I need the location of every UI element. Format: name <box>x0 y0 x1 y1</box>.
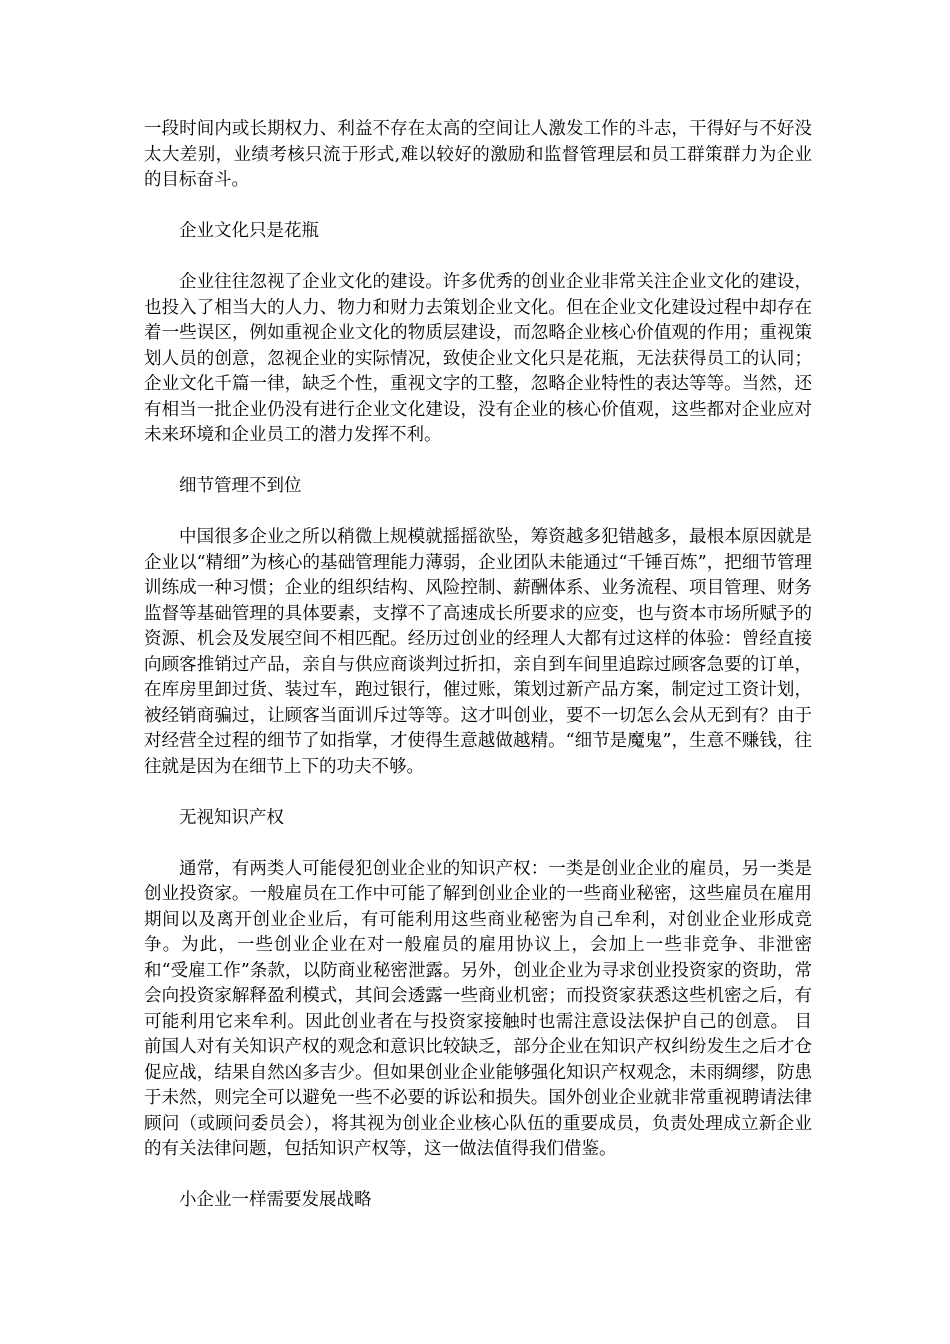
spacer <box>144 245 812 271</box>
section-heading-detail-management: 细节管理不到位 <box>179 476 302 496</box>
section-body-detail-management: 中国很多企业之所以稍微上规模就摇摇欲坠，筹资越多犯错越多，最根本原因就是企业以“精细”为核心的基础管理能力薄弱，企业团队未能通过“千锤百炼”，把细节管理训练成一种习惯；企业的组织结构、风险控制、薪酬体系、业务流程、项目管理、财务监督等基础管理的具体要素，支撑不了高速成长所要求的应变，也与资本市场所赋予的资源、机会及发展空间不相匹配。经历过创业的经理人大都有过这样的体验：曾经直接向顾客推销过产品，亲自与供应商谈判过折扣，亲自到车间里追踪过顾客急要的订单，在库房里卸过货、装过车，跑过银行，催过账，策划过新产品方案，制定过工资计划，被经销商骗过，让顾客当面训斥过等等。这才叫创业，要不一切怎么会从无到有？由于对经营全过程的细节了如指掌，才使得生意越做越精。“细节是魔鬼”，生意不赚钱，往往就是因为在细节上下的功夫不够。 <box>144 527 812 777</box>
section-heading-strategy: 小企业一样需要发展战略 <box>179 1190 372 1210</box>
document-page <box>144 117 812 1214</box>
section-heading-ip: 无视知识产权 <box>179 807 284 828</box>
spacer <box>144 831 812 857</box>
spacer <box>144 449 812 475</box>
section-body-culture: 企业往往忽视了企业文化的建设。许多优秀的创业企业非常关注企业文化的建设，也投入了相当大的人力、物力和财力去策划企业文化。但在企业文化建设过程中却存在着一些误区，例如重视企业文化的物质层建设，而忽略企业核心价值观的作用；重视策划人员的创意，忽视企业的实际情况，致使企业文化只是花瓶，无法获得员工的认同；企业文化千篇一律，缺乏个性，重视文字的工整，忽略企业特性的表达等等。当然，还有相当一批企业仍没有进行企业文化建设，没有企业的核心价值观，这些都对企业应对未来环境和企业员工的潜力发挥不利。 <box>144 272 812 445</box>
spacer <box>144 500 812 526</box>
section-heading-culture: 企业文化只是花瓶 <box>179 221 319 241</box>
spacer <box>144 194 812 220</box>
spacer <box>144 1163 812 1189</box>
section-body-ip: 通常，有两类人可能侵犯创业企业的知识产权：一类是创业企业的雇员，另一类是创业投资家。一般雇员在工作中可能了解到创业企业的一些商业秘密，这些雇员在雇用期间以及离开创业企业后，有可能利用这些商业秘密为自己牟利，对创业企业形成竞争。为此，一些创业企业在对一般雇员的雇用协议上，会加上一些非竞争、非泄密和“受雇工作”条款，以防商业秘密泄露。另外，创业企业为寻求创业投资家的资助，常会向投资家解释盈利模式，其间会透露一些商业机密；而投资家获悉这些机密之后，有可能利用它来牟利。因此创业者在与投资家接触时也需注意设法保护自己的创意。 目前国人对有关知识产权的观念和意识比较缺乏，部分企业在知识产权纠纷发生之后才仓促应战，结果自然凶多吉少。但如果创业企业能够强化知识产权观念，未雨绸缪，防患于未然，则完全可以避免一些不必要的诉讼和损失。国外创业企业就非常重视聘请法律顾问（或顾问委员会），将其视为创业企业核心队伍的重要成员，负责处理成立新企业的有关法律问题，包括知识产权等，这一做法值得我们借鉴。 <box>144 858 812 1159</box>
spacer <box>144 780 812 806</box>
intro-paragraph: 一段时间内或长期权力、利益不存在太高的空间让人激发工作的斗志，干得好与不好没太大差别，业绩考核只流于形式,难以较好的激励和监督管理层和员工群策群力为企业的目标奋斗。 <box>144 119 812 190</box>
